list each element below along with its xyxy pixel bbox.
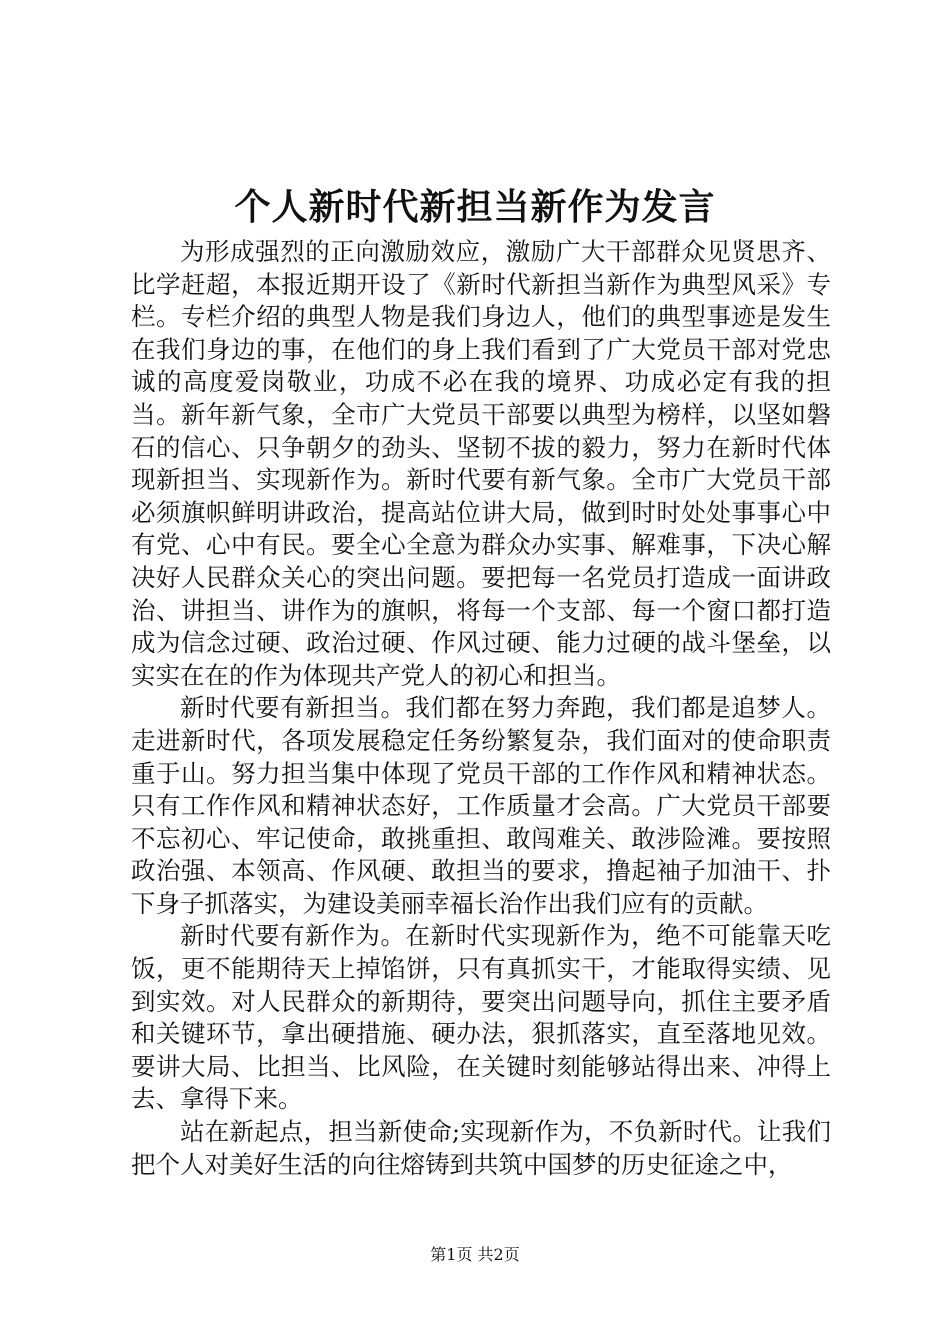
document-body [131, 236, 831, 1181]
paragraph-3: 新时代要有新作为。在新时代实现新作为，绝不可能靠天吃饭，更不能期待天上掉馅饼，只有真抓实干，才能取得实绩、见到实效。对人民群众的新期待，要突出问题导向，抓住主要矛盾和关键环节，拿出硬措施、硬办法，狠抓落实，直至落地见效。要讲大局、比担当、比风险，在关键时刻能够站得出来、冲得上去、拿得下来。 [131, 921, 831, 1114]
paragraph-4: 站在新起点，担当新使命;实现新作为，不负新时代。让我们把个人对美好生活的向往熔铸到共筑中国梦的历史征途之中， [131, 1117, 831, 1179]
page-number-footer: 第1页 共2页 [430, 1245, 520, 1264]
paragraph-1: 为形成强烈的正向激励效应，激励广大干部群众见贤思齐、比学赶超，本报近期开设了《新时代新担当新作为典型风采》专栏。专栏介绍的典型人物是我们身边人，他们的典型事迹是发生在我们身边的事，在他们的身上我们看到了广大党员干部对党忠诚的高度爱岗敬业，功成不必在我的境界、功成必定有我的担当。新年新气象，全市广大党员干部要以典型为榜样，以坚如磐石的信心、只争朝夕的劲头、坚韧不拔的毅力，努力在新时代体现新担当、实现新作为。新时代要有新气象。全市广大党员干部必须旗帜鲜明讲政治，提高站位讲大局，做到时时处处事事心中有党、心中有民。要全心全意为群众办实事、解难事，下决心解决好人民群众关心的突出问题。要把每一名党员打造成一面讲政治、讲担当、讲作为的旗帜，将每一个支部、每一个窗口都打造成为信念过硬、政治过硬、作风过硬、能力过硬的战斗堡垒，以实实在在的作为体现共产党人的初心和担当。 [131, 237, 831, 690]
paragraph-2: 新时代要有新担当。我们都在努力奔跑，我们都是追梦人。走进新时代，各项发展稳定任务纷繁复杂，我们面对的使命职责重于山。努力担当集中体现了党员干部的工作作风和精神状态。只有工作作风和精神状态好，工作质量才会高。广大党员干部要不忘初心、牢记使命，敢挑重担、敢闯难关、敢涉险滩。要按照政治强、本领高、作风硬、敢担当的要求，撸起袖子加油干、扑下身子抓落实，为建设美丽幸福长治作出我们应有的贡献。 [131, 693, 831, 918]
document-title: 个人新时代新担当新作为发言 [234, 187, 716, 228]
